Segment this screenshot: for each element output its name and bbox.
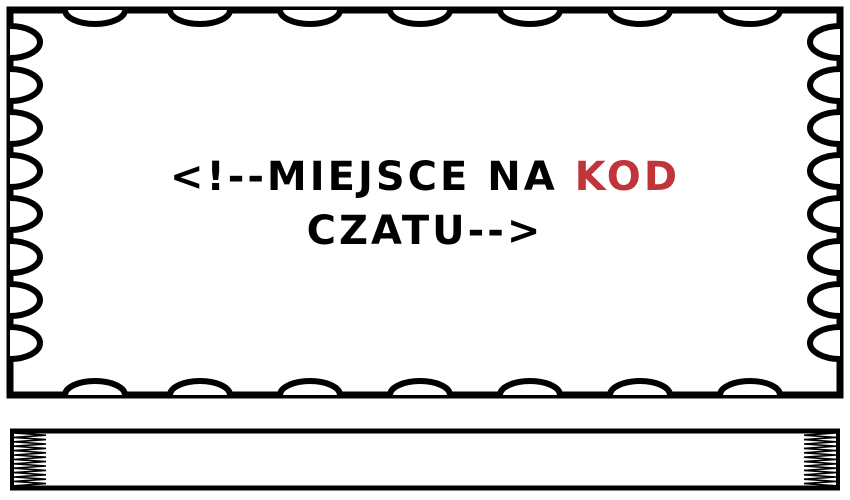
placeholder-accent-word: KOD xyxy=(574,154,681,200)
stamp-scallop xyxy=(810,155,840,187)
placeholder-line2-text: CZATU--> xyxy=(306,208,544,254)
stamp-scallop xyxy=(810,327,840,359)
stamp-scallop xyxy=(170,10,230,24)
stamp-scallop xyxy=(810,69,840,101)
chat-input-bar[interactable] xyxy=(10,429,840,490)
stamp-scallop xyxy=(10,284,40,316)
stamp-scallop xyxy=(390,381,450,395)
zigzag-right-icon xyxy=(804,433,836,486)
stamp-scallop xyxy=(810,198,840,230)
stamp-scallop xyxy=(720,381,780,395)
stamp-scallop xyxy=(10,155,40,187)
stamp-scallop xyxy=(10,26,40,58)
stamp-scallop xyxy=(810,112,840,144)
stamp-scallop xyxy=(610,381,670,395)
stamp-scallop xyxy=(720,10,780,24)
stamp-scallop xyxy=(280,381,340,395)
stamp-scallop xyxy=(65,381,125,395)
stamp-scallop xyxy=(810,241,840,273)
stamp-scallop xyxy=(390,10,450,24)
stamp-scallop xyxy=(810,26,840,58)
stamp-scallop xyxy=(810,284,840,316)
stamp-scallop xyxy=(10,112,40,144)
stamp-scallop xyxy=(500,381,560,395)
stamp-scallop xyxy=(610,10,670,24)
chat-code-placeholder xyxy=(60,150,790,258)
stamp-scallop xyxy=(65,10,125,24)
stamp-scallop xyxy=(10,327,40,359)
stamp-scallop xyxy=(280,10,340,24)
stamp-scallop xyxy=(500,10,560,24)
stamp-scallop xyxy=(10,69,40,101)
zigzag-left-icon xyxy=(14,433,46,486)
placeholder-line1-text: <!--MIEJSCE NA xyxy=(169,154,575,200)
stamp-scallop xyxy=(170,381,230,395)
stamp-scallop xyxy=(10,198,40,230)
stamp-scallop xyxy=(10,241,40,273)
